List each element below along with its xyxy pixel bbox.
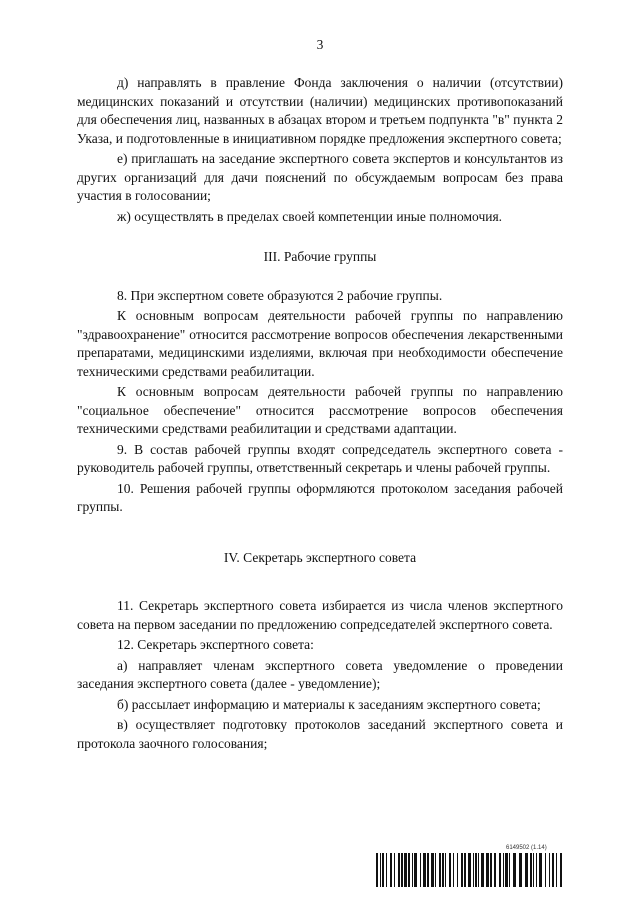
paragraph: 12. Секретарь экспертного совета: <box>117 637 314 652</box>
document-body <box>77 74 563 753</box>
paragraph: б) рассылает информацию и материалы к заседаниям экспертного совета; <box>117 696 541 712</box>
paragraph: ж) осуществлять в пределах своей компетенции иные полномочия. <box>117 208 503 224</box>
paragraph: а) направляет членам экспертного совета уведомление о проведении заседания экспертного совета (далее - уведомление); <box>77 657 563 691</box>
paragraph: в) осуществляет подготовку протоколов заседаний экспертного совета и протокола заочного голосования; <box>77 717 563 751</box>
barcode-stripe <box>562 853 564 887</box>
paragraph: е) приглашать на заседание экспертного совета экспертов и консультантов из других организаций для дачи пояснений по обсуждаемым вопросам без права участия в голосовании; <box>77 151 563 203</box>
paragraph: 10. Решения рабочей группы оформляются протоколом заседания рабочей группы. <box>77 480 563 514</box>
paragraph: д) направлять в правление Фонда заключения о наличии (отсутствии) медицинских показаний и отсутствии (наличии) медицинских противопоказаний для обеспечения лиц, названных в абзацах втором и третьем подпункта "в" пункта 2 Указа, и подготовленные в инициативном порядке предложения экспертного совета; <box>77 75 563 146</box>
barcode <box>376 853 564 887</box>
section-heading: III. Рабочие группы <box>263 249 377 264</box>
paragraph: 9. В состав рабочей группы входят сопредседатель экспертного совета - руководитель рабочей группы, ответственный секретарь и члены рабочей группы. <box>77 441 563 475</box>
paragraph: К основным вопросам деятельности рабочей группы по направлению "здравоохранение" относится рассмотрение вопросов обеспечения лекарственными препаратами, медицинскими изделиями, включая при необходимости обеспечение техническими средствами реабилитации. <box>77 308 563 379</box>
paragraph: 8. При экспертном совете образуются 2 рабочие группы. <box>117 287 443 303</box>
paragraph: К основным вопросам деятельности рабочей группы по направлению "социальное обеспечение" относится рассмотрение вопросов обеспечения техническими средствами реабилитации и средствами адаптации. <box>77 384 563 436</box>
section-heading: IV. Секретарь экспертного совета <box>223 549 417 565</box>
page-number: 3 <box>316 37 324 52</box>
document-code: 6149502 (1.14) <box>506 845 547 851</box>
paragraph: 11. Секретарь экспертного совета избирается из числа членов экспертного совета на первом заседании по предложению сопредседателей экспертного совета. <box>77 598 563 632</box>
